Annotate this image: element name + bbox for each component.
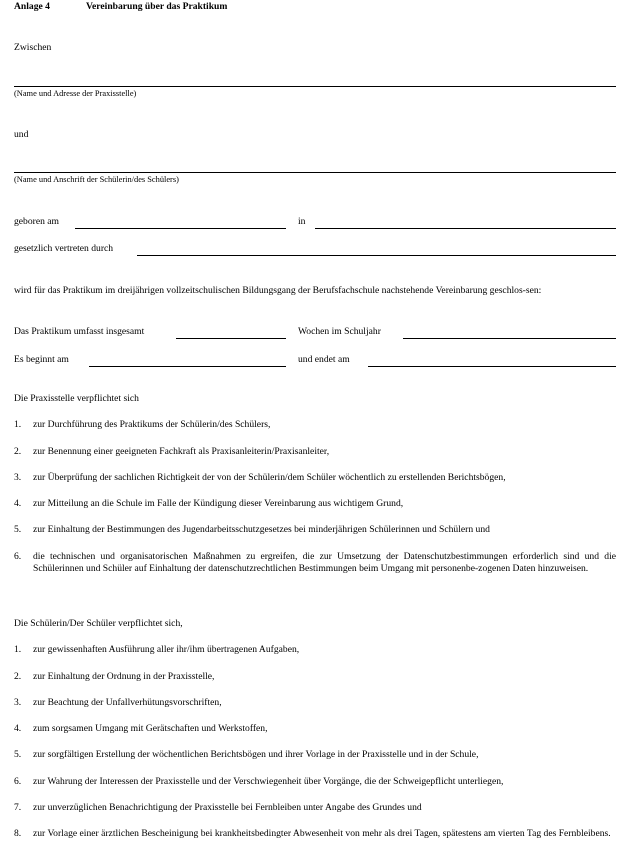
list-item: zur gewissenhaften Ausführung aller ihr/ihm übertragenen Aufgaben, (33, 644, 300, 655)
begins-label: Es beginnt am (14, 354, 69, 365)
list-item-number: 3. (14, 472, 22, 483)
list-item-number: 1. (14, 644, 22, 655)
list-item: zur Durchführung des Praktikums der Schülerin/des Schülers, (33, 419, 271, 430)
student-caption: (Name und Anschrift der Schülerin/des Schülers) (14, 175, 179, 184)
born-on-label: geboren am (14, 216, 60, 227)
total-weeks-line[interactable] (176, 338, 286, 339)
student-duties-heading: Die Schülerin/Der Schüler verpflichtet sich, (14, 618, 183, 629)
list-item-number: 6. (14, 551, 22, 562)
list-item: zur unverzüglichen Benachrichtigung der Praxisstelle bei Fernbleiben unter Angabe des Grundes und (33, 802, 422, 813)
annex-label: Anlage 4 (14, 1, 50, 12)
birth-date-line[interactable] (75, 228, 286, 229)
list-item-number: 7. (14, 802, 22, 813)
list-item: zur Einhaltung der Bestimmungen des Jugendarbeitsschutzgesetzes bei minderjährigen Schülerinnen und Schülern und (33, 524, 490, 535)
list-item: zur Überprüfung der sachlichen Richtigkeit der von der Schülerin/dem Schüler wöchentlich zu erstellenden Berichtsbögen, (33, 472, 506, 483)
list-item-number: 1. (14, 419, 22, 430)
list-item: zur Benennung einer geeigneten Fachkraft als Praxisanleiterin/Praxisanleiter, (33, 446, 330, 457)
list-item: zur sorgfältigen Erstellung der wöchentlichen Berichtsbögen und ihrer Vorlage in der Praxisstelle und in der Schule, (33, 749, 479, 760)
list-item-number: 6. (14, 776, 22, 787)
list-item: zur Wahrung der Interessen der Praxisstelle und der Verschwiegenheit über Vorgänge, die der Schweigepflicht unterliegen, (33, 776, 504, 787)
institution-name-line[interactable] (14, 86, 616, 87)
school-year-line[interactable] (403, 338, 616, 339)
ends-label: und endet am (298, 354, 350, 365)
end-date-line[interactable] (368, 366, 616, 367)
list-item: zum sorgsamen Umgang mit Gerätschaften und Werkstoffen, (33, 723, 268, 734)
list-item-number: 8. (14, 828, 22, 839)
birthplace-line[interactable] (315, 228, 616, 229)
birthplace-label: in (298, 216, 306, 227)
list-item-number: 2. (14, 446, 22, 457)
list-item-number: 5. (14, 524, 22, 535)
list-item-number: 3. (14, 697, 22, 708)
intro-text: wird für das Praktikum im dreijährigen vollzeitschulischen Bildungsgang der Berufsfachschule nachstehende Vereinbarung geschlos-sen: (14, 285, 542, 296)
list-item-number: 2. (14, 671, 22, 682)
and-label: und (14, 129, 29, 140)
legal-rep-line[interactable] (137, 255, 616, 256)
page-title: Vereinbarung über das Praktikum (86, 1, 228, 12)
list-item: zur Einhaltung der Ordnung in der Praxisstelle, (33, 671, 215, 682)
begin-date-line[interactable] (89, 366, 286, 367)
list-item: die technischen und organisatorischen Maßnahmen zu ergreifen, die zur Umsetzung der Datenschutzbestimmungen erforderlich sind und die Schülerinnen und Schüler auf Einhaltung der datenschutzrechtlichen Bestimmungen beim Umgang mit personenbe-zogenen Daten hinzuweisen. (33, 551, 616, 574)
between-label: Zwischen (14, 42, 52, 53)
list-item: zur Mitteilung an die Schule im Falle der Kündigung dieser Vereinbarung aus wichtigem Grund, (33, 498, 404, 509)
institution-duties-heading: Die Praxisstelle verpflichtet sich (14, 393, 139, 404)
list-item: zur Beachtung der Unfallverhütungsvorschriften, (33, 697, 222, 708)
student-name-line[interactable] (14, 172, 616, 173)
list-item: zur Vorlage einer ärztlichen Bescheinigung bei krankheitsbedingter Abwesenheit von mehr als drei Tagen, spätestens am vierten Tag des Fernbleibens. (33, 828, 611, 839)
list-item-number: 4. (14, 723, 22, 734)
institution-caption: (Name und Adresse der Praxisstelle) (14, 89, 137, 98)
total-label: Das Praktikum umfasst insgesamt (14, 326, 145, 337)
weeks-label: Wochen im Schuljahr (298, 326, 381, 337)
list-item-number: 5. (14, 749, 22, 760)
legal-rep-label: gesetzlich vertreten durch (14, 243, 114, 254)
list-item-number: 4. (14, 498, 22, 509)
